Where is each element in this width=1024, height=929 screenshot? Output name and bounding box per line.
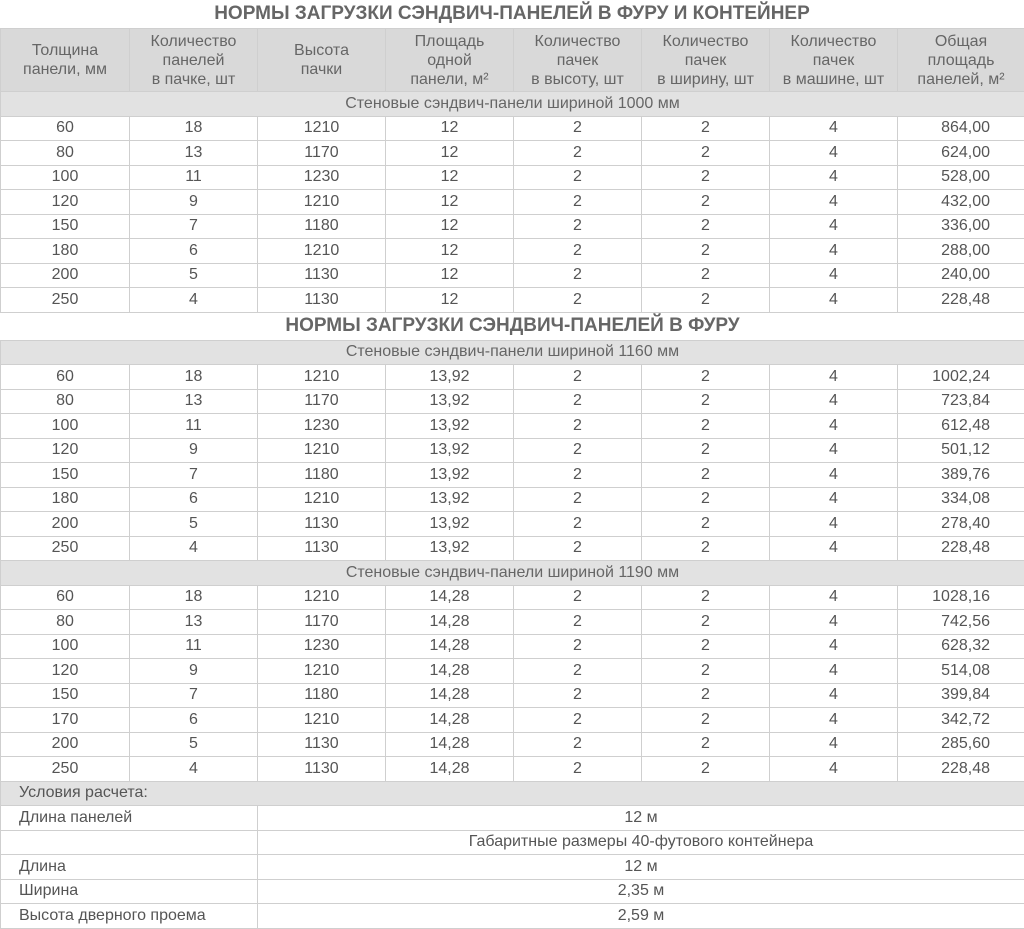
table-cell: 7 (130, 683, 258, 708)
table-cell: 14,28 (386, 659, 514, 684)
table-cell: 12 (386, 214, 514, 239)
table-cell: 2 (642, 512, 770, 537)
table-cell: 100 (1, 414, 130, 439)
table-row (1, 634, 1024, 659)
table-cell: 2 (514, 165, 642, 190)
table-cell: 2 (514, 463, 642, 488)
table-cell: 228,48 (898, 536, 1024, 561)
conditions-heading: Условия расчета: (1, 781, 1024, 806)
table-cell: 2 (642, 659, 770, 684)
table-cell: 2 (514, 116, 642, 141)
column-header-line: одной (427, 52, 472, 69)
table-cell: 12 (386, 263, 514, 288)
table-cell: 2 (642, 536, 770, 561)
table-row (1, 389, 1024, 414)
table-row (1, 683, 1024, 708)
table-cell: 4 (770, 708, 898, 733)
table-cell: 2 (642, 585, 770, 610)
table-cell: 100 (1, 165, 130, 190)
table-cell: 628,32 (898, 634, 1024, 659)
table-cell: 399,84 (898, 683, 1024, 708)
section-row (1, 561, 1024, 586)
column-header (386, 29, 514, 92)
table-cell: 14,28 (386, 708, 514, 733)
table-cell: 4 (770, 683, 898, 708)
conditions-label: Длина панелей (1, 806, 258, 831)
table-cell: 2 (514, 288, 642, 313)
table-cell: 13,92 (386, 389, 514, 414)
table-cell: 80 (1, 610, 130, 635)
table-cell: 12 (386, 239, 514, 264)
table-cell: 1130 (258, 536, 386, 561)
table-cell: 2 (514, 634, 642, 659)
table-cell: 2 (514, 732, 642, 757)
column-header-line: площадь (928, 52, 995, 69)
table-cell: 2 (514, 757, 642, 782)
page-title: НОРМЫ ЗАГРУЗКИ СЭНДВИЧ-ПАНЕЛЕЙ В ФУРУ И КОНТЕЙНЕР (0, 0, 1024, 28)
column-header (514, 29, 642, 92)
table-cell: 13,92 (386, 536, 514, 561)
table-cell: 13,92 (386, 365, 514, 390)
column-header-line: Толщина (32, 42, 98, 59)
table-row (1, 214, 1024, 239)
table-cell: 2 (642, 438, 770, 463)
table-cell: 501,12 (898, 438, 1024, 463)
table-cell: 4 (770, 165, 898, 190)
table-cell: 1130 (258, 732, 386, 757)
table-body (1, 29, 1024, 929)
table-cell: 1210 (258, 487, 386, 512)
table-cell: 2 (642, 190, 770, 215)
column-header-line: Количество (151, 33, 237, 50)
loading-table (0, 28, 1024, 929)
table-cell: 13,92 (386, 463, 514, 488)
conditions-row (1, 879, 1024, 904)
table-cell: 4 (770, 634, 898, 659)
conditions-value: 2,59 м (258, 904, 1024, 929)
table-cell: 1130 (258, 288, 386, 313)
table-cell: 250 (1, 536, 130, 561)
table-cell: 5 (130, 263, 258, 288)
table-cell: 9 (130, 438, 258, 463)
table-row (1, 365, 1024, 390)
table-cell: 4 (770, 263, 898, 288)
table-cell: 12 (386, 165, 514, 190)
table-cell: 1180 (258, 463, 386, 488)
table-cell: 278,40 (898, 512, 1024, 537)
column-header-line: Высота (294, 42, 349, 59)
column-header-line: панели, мм (23, 61, 107, 78)
table-cell: 723,84 (898, 389, 1024, 414)
table-cell: 4 (770, 732, 898, 757)
table-cell: 6 (130, 239, 258, 264)
table-row (1, 757, 1024, 782)
table-cell: 2 (642, 165, 770, 190)
table-cell: 150 (1, 683, 130, 708)
column-header-line: в машине, шт (783, 71, 884, 88)
column-header-line: в пачке, шт (152, 71, 236, 88)
table-cell: 1002,24 (898, 365, 1024, 390)
conditions-row (1, 904, 1024, 929)
table-cell: 2 (514, 585, 642, 610)
table-row (1, 536, 1024, 561)
table-cell: 1170 (258, 389, 386, 414)
table-cell: 12 (386, 141, 514, 166)
table-cell: 2 (514, 610, 642, 635)
table-cell: 2 (642, 487, 770, 512)
table-cell: 1210 (258, 116, 386, 141)
table-cell: 514,08 (898, 659, 1024, 684)
table-cell: 4 (770, 585, 898, 610)
table-cell: 180 (1, 239, 130, 264)
table-cell: 120 (1, 190, 130, 215)
section-title-row (1, 312, 1024, 340)
table-cell: 100 (1, 634, 130, 659)
column-header-line: пачек (557, 52, 598, 69)
table-cell: 4 (770, 239, 898, 264)
table-cell: 1210 (258, 365, 386, 390)
table-cell: 1210 (258, 190, 386, 215)
table-cell: 2 (514, 708, 642, 733)
table-cell: 12 (386, 288, 514, 313)
table-cell: 1130 (258, 263, 386, 288)
table-cell: 1210 (258, 585, 386, 610)
table-row (1, 288, 1024, 313)
table-cell: 60 (1, 116, 130, 141)
table-row (1, 263, 1024, 288)
table-row (1, 463, 1024, 488)
table-cell: 18 (130, 365, 258, 390)
section-label: Стеновые сэндвич-панели шириной 1160 мм (1, 340, 1024, 365)
table-cell: 2 (514, 141, 642, 166)
column-header-line: панелей, м² (917, 71, 1004, 88)
table-cell: 285,60 (898, 732, 1024, 757)
column-header (1, 29, 130, 92)
table-cell: 2 (642, 116, 770, 141)
table-cell: 4 (770, 365, 898, 390)
table-row (1, 190, 1024, 215)
conditions-label: Высота дверного проема (1, 904, 258, 929)
container-heading: Габаритные размеры 40-футового контейнера (258, 830, 1024, 855)
table-cell: 2 (642, 414, 770, 439)
table-cell: 2 (514, 214, 642, 239)
table-cell: 13 (130, 389, 258, 414)
column-header-line: панели, м² (410, 71, 488, 88)
table-cell: 2 (514, 683, 642, 708)
table-cell: 336,00 (898, 214, 1024, 239)
table-cell: 864,00 (898, 116, 1024, 141)
section-title: НОРМЫ ЗАГРУЗКИ СЭНДВИЧ-ПАНЕЛЕЙ В ФУРУ (1, 312, 1024, 340)
table-cell: 228,48 (898, 288, 1024, 313)
table-cell: 2 (514, 487, 642, 512)
column-header-line: пачек (813, 52, 854, 69)
table-cell: 2 (642, 463, 770, 488)
table-row (1, 239, 1024, 264)
table-cell: 150 (1, 214, 130, 239)
table-cell: 1180 (258, 683, 386, 708)
table-row (1, 116, 1024, 141)
table-cell: 1210 (258, 708, 386, 733)
section-row (1, 340, 1024, 365)
table-cell: 1130 (258, 757, 386, 782)
column-header-line: Площадь (415, 33, 485, 50)
table-cell: 6 (130, 487, 258, 512)
table-cell: 1180 (258, 214, 386, 239)
table-cell: 4 (770, 610, 898, 635)
table-cell: 624,00 (898, 141, 1024, 166)
table-cell: 2 (642, 389, 770, 414)
column-header (770, 29, 898, 92)
table-cell: 13,92 (386, 487, 514, 512)
table-cell: 4 (770, 757, 898, 782)
table-cell: 120 (1, 659, 130, 684)
table-cell: 2 (642, 732, 770, 757)
table-cell: 11 (130, 165, 258, 190)
table-cell: 1210 (258, 239, 386, 264)
table-cell: 2 (642, 683, 770, 708)
table-cell: 4 (130, 757, 258, 782)
table-cell: 2 (642, 708, 770, 733)
table-cell: 228,48 (898, 757, 1024, 782)
table-cell: 4 (770, 438, 898, 463)
table-cell: 60 (1, 585, 130, 610)
table-cell: 60 (1, 365, 130, 390)
table-cell: 240,00 (898, 263, 1024, 288)
table-cell: 1230 (258, 634, 386, 659)
table-cell: 14,28 (386, 757, 514, 782)
table-cell: 2 (514, 414, 642, 439)
table-cell: 250 (1, 288, 130, 313)
table-cell: 2 (514, 536, 642, 561)
table-cell: 2 (642, 365, 770, 390)
table-cell: 250 (1, 757, 130, 782)
table-cell: 14,28 (386, 683, 514, 708)
table-cell: 18 (130, 585, 258, 610)
table-cell: 528,00 (898, 165, 1024, 190)
conditions-value: 12 м (258, 806, 1024, 831)
table-cell: 2 (514, 239, 642, 264)
table-header-row (1, 29, 1024, 92)
conditions-value: 2,35 м (258, 879, 1024, 904)
column-header (898, 29, 1024, 92)
column-header-line: панелей (163, 52, 225, 69)
table-cell: 80 (1, 389, 130, 414)
table-cell: 4 (770, 414, 898, 439)
column-header-line: пачки (301, 61, 342, 78)
table-cell: 4 (770, 116, 898, 141)
table-row (1, 512, 1024, 537)
table-cell: 2 (514, 389, 642, 414)
table-cell: 4 (770, 214, 898, 239)
table-cell: 1170 (258, 610, 386, 635)
table-cell: 4 (130, 536, 258, 561)
table-cell: 2 (514, 190, 642, 215)
table-cell: 12 (386, 116, 514, 141)
column-header-line: Количество (663, 33, 749, 50)
table-cell: 342,72 (898, 708, 1024, 733)
table-cell: 1210 (258, 438, 386, 463)
conditions-label: Ширина (1, 879, 258, 904)
table-cell: 2 (642, 263, 770, 288)
table-cell: 4 (770, 389, 898, 414)
table-cell: 1230 (258, 414, 386, 439)
table-cell: 2 (642, 214, 770, 239)
table-row (1, 659, 1024, 684)
table-cell: 4 (770, 141, 898, 166)
table-cell: 1170 (258, 141, 386, 166)
table-cell: 18 (130, 116, 258, 141)
table-cell: 14,28 (386, 610, 514, 635)
table-row (1, 487, 1024, 512)
table-cell: 13,92 (386, 512, 514, 537)
table-cell: 4 (770, 463, 898, 488)
container-heading-row (1, 830, 1024, 855)
column-header (258, 29, 386, 92)
table-cell: 180 (1, 487, 130, 512)
column-header-line: Количество (535, 33, 621, 50)
table-cell: 13 (130, 141, 258, 166)
table-cell: 14,28 (386, 585, 514, 610)
table-cell: 5 (130, 512, 258, 537)
table-cell: 742,56 (898, 610, 1024, 635)
table-cell: 13,92 (386, 438, 514, 463)
table-cell: 4 (770, 190, 898, 215)
table-cell: 200 (1, 732, 130, 757)
table-cell: 432,00 (898, 190, 1024, 215)
table-cell: 1130 (258, 512, 386, 537)
table-cell: 11 (130, 634, 258, 659)
table-cell: 288,00 (898, 239, 1024, 264)
table-cell: 170 (1, 708, 130, 733)
table-cell: 7 (130, 463, 258, 488)
table-cell: 13 (130, 610, 258, 635)
table-cell: 4 (770, 512, 898, 537)
column-header-line: в ширину, шт (657, 71, 754, 88)
column-header-line: в высоту, шт (531, 71, 624, 88)
conditions-row (1, 806, 1024, 831)
table-cell: 200 (1, 512, 130, 537)
table-row (1, 708, 1024, 733)
table-cell: 2 (642, 239, 770, 264)
table-cell: 2 (642, 757, 770, 782)
table-cell: 14,28 (386, 732, 514, 757)
conditions-row (1, 855, 1024, 880)
section-label: Стеновые сэндвич-панели шириной 1000 мм (1, 92, 1024, 117)
table-cell: 2 (642, 610, 770, 635)
table-row (1, 414, 1024, 439)
column-header-line: Количество (791, 33, 877, 50)
table-cell: 612,48 (898, 414, 1024, 439)
table-row (1, 165, 1024, 190)
table-cell: 2 (514, 263, 642, 288)
table-cell: 2 (514, 438, 642, 463)
table-cell: 4 (130, 288, 258, 313)
conditions-heading-row (1, 781, 1024, 806)
table-row (1, 141, 1024, 166)
table-cell: 11 (130, 414, 258, 439)
table-cell: 5 (130, 732, 258, 757)
conditions-blank (1, 830, 258, 855)
table-cell: 389,76 (898, 463, 1024, 488)
table-cell: 80 (1, 141, 130, 166)
table-cell: 200 (1, 263, 130, 288)
table-cell: 4 (770, 659, 898, 684)
table-cell: 150 (1, 463, 130, 488)
table-row (1, 732, 1024, 757)
table-cell: 1028,16 (898, 585, 1024, 610)
table-cell: 2 (514, 659, 642, 684)
conditions-label: Длина (1, 855, 258, 880)
table-cell: 9 (130, 190, 258, 215)
table-cell: 120 (1, 438, 130, 463)
table-cell: 14,28 (386, 634, 514, 659)
table-row (1, 438, 1024, 463)
table-cell: 12 (386, 190, 514, 215)
table-cell: 7 (130, 214, 258, 239)
table-cell: 4 (770, 536, 898, 561)
table-cell: 2 (642, 634, 770, 659)
table-cell: 334,08 (898, 487, 1024, 512)
table-cell: 2 (642, 288, 770, 313)
table-cell: 2 (514, 365, 642, 390)
column-header (642, 29, 770, 92)
table-cell: 1230 (258, 165, 386, 190)
table-cell: 4 (770, 288, 898, 313)
table-cell: 1210 (258, 659, 386, 684)
conditions-value: 12 м (258, 855, 1024, 880)
column-header (130, 29, 258, 92)
table-cell: 6 (130, 708, 258, 733)
section-label: Стеновые сэндвич-панели шириной 1190 мм (1, 561, 1024, 586)
table-cell: 13,92 (386, 414, 514, 439)
table-cell: 4 (770, 487, 898, 512)
section-row (1, 92, 1024, 117)
table-cell: 9 (130, 659, 258, 684)
table-row (1, 585, 1024, 610)
table-cell: 2 (514, 512, 642, 537)
column-header-line: Общая (935, 33, 987, 50)
table-row (1, 610, 1024, 635)
column-header-line: пачек (685, 52, 726, 69)
table-cell: 2 (642, 141, 770, 166)
